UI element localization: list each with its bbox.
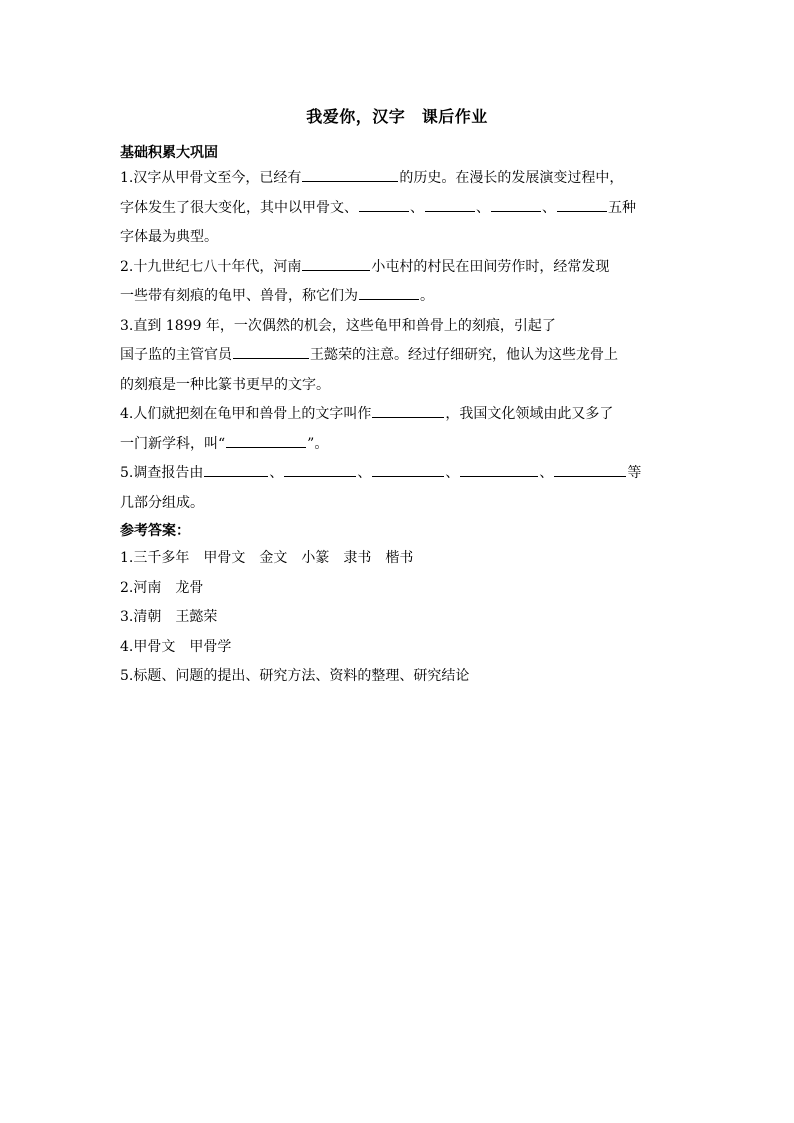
- answer-heading: 参考答案：: [120, 523, 190, 539]
- blank-field[interactable]: [554, 462, 626, 477]
- blank-field[interactable]: [226, 433, 306, 448]
- question-3-line-3: 的刻痕是一种比篆书更早的文字。: [120, 376, 330, 393]
- question-2-line-2: 一些带有刻痕的龟甲、兽骨，称它们为 。: [120, 282, 674, 312]
- question-1-line-3: 字体最为典型。: [120, 229, 218, 245]
- blank-field[interactable]: [233, 344, 309, 359]
- question-5-line-2: 几部分组成。: [120, 494, 204, 511]
- question-3: 3.直到 1899 年，一次偶然的机会，这些龟甲和兽骨上的刻痕，引起了: [120, 317, 556, 334]
- blank-field[interactable]: [372, 403, 444, 418]
- blank-field[interactable]: [302, 167, 398, 182]
- blank-field[interactable]: [491, 197, 541, 212]
- blank-field[interactable]: [557, 197, 607, 212]
- blank-field[interactable]: [284, 462, 356, 477]
- question-5: 5.调查报告由 、 、 、 、 等: [120, 459, 674, 489]
- question-3-line-2: 国子监的主管官员 王懿荣的注意。经过仔细研究，他认为这些龙骨上: [120, 341, 674, 371]
- question-4-line-2: 一门新学科，叫“ ”。: [120, 430, 674, 460]
- blank-field[interactable]: [460, 462, 538, 477]
- question-4: 4.人们就把刻在龟甲和兽骨上的文字叫作 ，我国文化领域由此又多了: [120, 400, 674, 430]
- answer-2: 2.河南 龙骨: [120, 579, 204, 596]
- question-1: 1.汉字从甲骨文至今，已经有 的历史。在漫长的发展演变过程中，: [120, 164, 674, 194]
- blank-field[interactable]: [359, 197, 409, 212]
- blank-field[interactable]: [372, 462, 444, 477]
- blank-field[interactable]: [425, 197, 475, 212]
- answer-5: 5.标题、问题的提出、研究方法、资料的整理、研究结论: [120, 668, 470, 684]
- answer-1: 1.三千多年 甲骨文 金文 小篆 隶书 楷书: [120, 550, 414, 566]
- blank-field[interactable]: [204, 462, 268, 477]
- blank-field[interactable]: [302, 256, 370, 271]
- answer-4: 4.甲骨文 甲骨学: [120, 638, 232, 655]
- answer-list: [120, 544, 674, 692]
- answer-3: 3.清朝 王懿荣: [120, 609, 218, 625]
- page-title: 我爱你，汉字 课后作业: [306, 107, 488, 126]
- section-heading: 基础积累大巩固: [120, 145, 218, 161]
- blank-field[interactable]: [359, 285, 419, 300]
- question-2: 2.十九世纪七八十年代，河南 小屯村的村民在田间劳作时，经常发现: [120, 253, 674, 283]
- question-1-line-2: 字体发生了很大变化，其中以甲骨文、 、 、 、 五种: [120, 194, 674, 224]
